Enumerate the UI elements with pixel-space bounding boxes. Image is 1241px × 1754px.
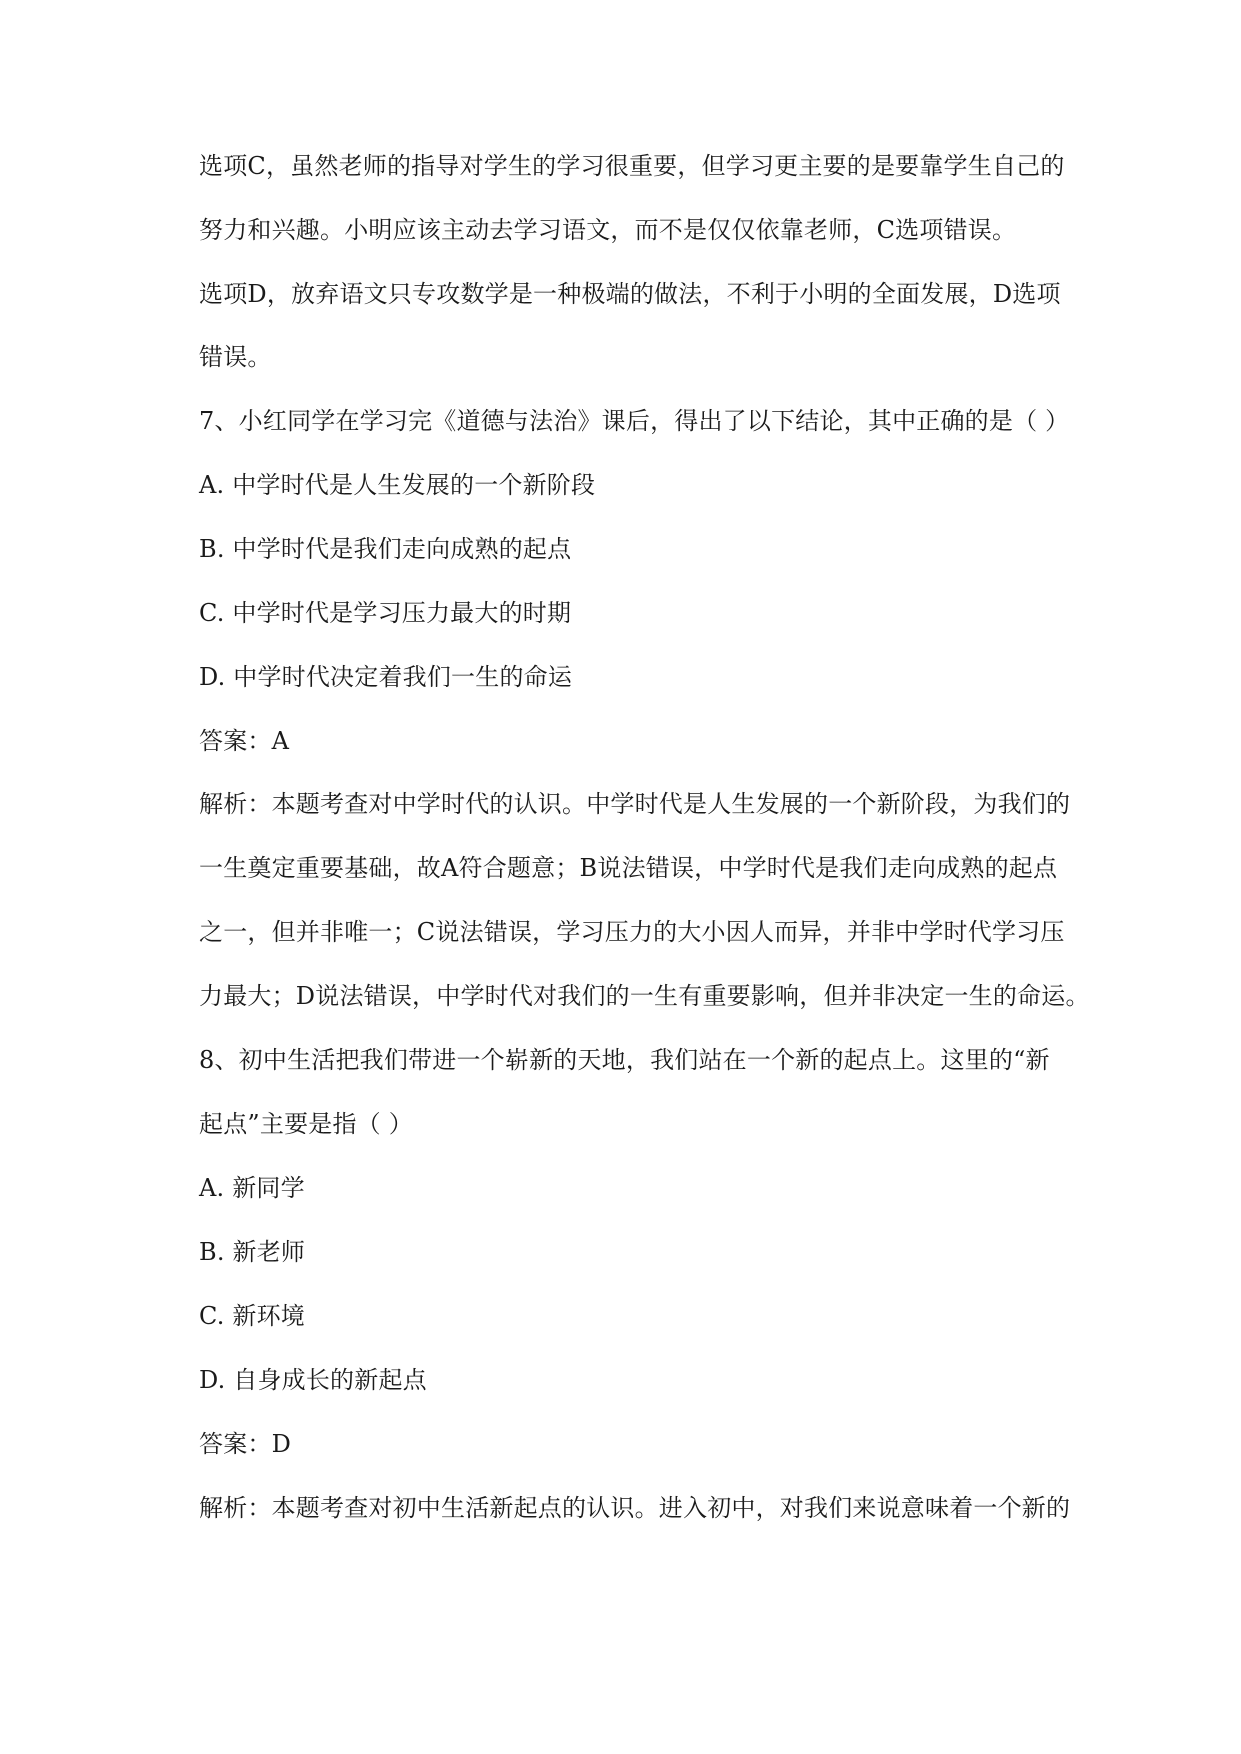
question-7-option-c: C. 中学时代是学习压力最大的时期 [199, 599, 572, 627]
question-8-option-d: D. 自身成长的新起点 [199, 1366, 427, 1394]
question-8-answer: 答案：D [199, 1430, 292, 1458]
paragraph-line: 错误。 [199, 343, 272, 371]
question-7-analysis: 解析：本题考查对中学时代的认识。中学时代是人生发展的一个新阶段，为我们的 [199, 790, 1071, 818]
question-8-option-b: B. 新老师 [199, 1238, 306, 1266]
question-7-option-a: A. 中学时代是人生发展的一个新阶段 [199, 471, 596, 499]
question-7-option-b: B. 中学时代是我们走向成熟的起点 [199, 535, 572, 563]
question-7-analysis: 之一，但并非唯一；C说法错误，学习压力的大小因人而异，并非中学时代学习压 [199, 918, 1065, 946]
question-7-stem: 7、小红同学在学习完《道德与法治》课后，得出了以下结论，其中正确的是（ ） [199, 407, 1070, 435]
question-8-option-a: A. 新同学 [199, 1174, 305, 1202]
question-8-stem: 8、初中生活把我们带进一个崭新的天地，我们站在一个新的起点上。这里的“新 [199, 1046, 1050, 1074]
question-7-answer: 答案：A [199, 727, 290, 755]
paragraph-line: 选项C，虽然老师的指导对学生的学习很重要，但学习更主要的是要靠学生自己的 [199, 152, 1065, 180]
question-7-option-d: D. 中学时代决定着我们一生的命运 [199, 663, 573, 691]
question-8-stem: 起点”主要是指（ ） [199, 1110, 413, 1138]
question-7-analysis: 一生奠定重要基础，故A符合题意；B说法错误，中学时代是我们走向成熟的起点 [199, 854, 1058, 882]
question-7-analysis: 力最大；D说法错误，中学时代对我们的一生有重要影响，但并非决定一生的命运。 [199, 982, 1090, 1010]
question-8-option-c: C. 新环境 [199, 1302, 305, 1330]
paragraph-line: 选项D，放弃语文只专攻数学是一种极端的做法，不利于小明的全面发展，D选项 [199, 280, 1061, 308]
paragraph-line: 努力和兴趣。小明应该主动去学习语文，而不是仅仅依靠老师，C选项错误。 [199, 216, 1017, 244]
question-8-analysis: 解析：本题考查对初中生活新起点的认识。进入初中，对我们来说意味着一个新的 [199, 1494, 1071, 1522]
